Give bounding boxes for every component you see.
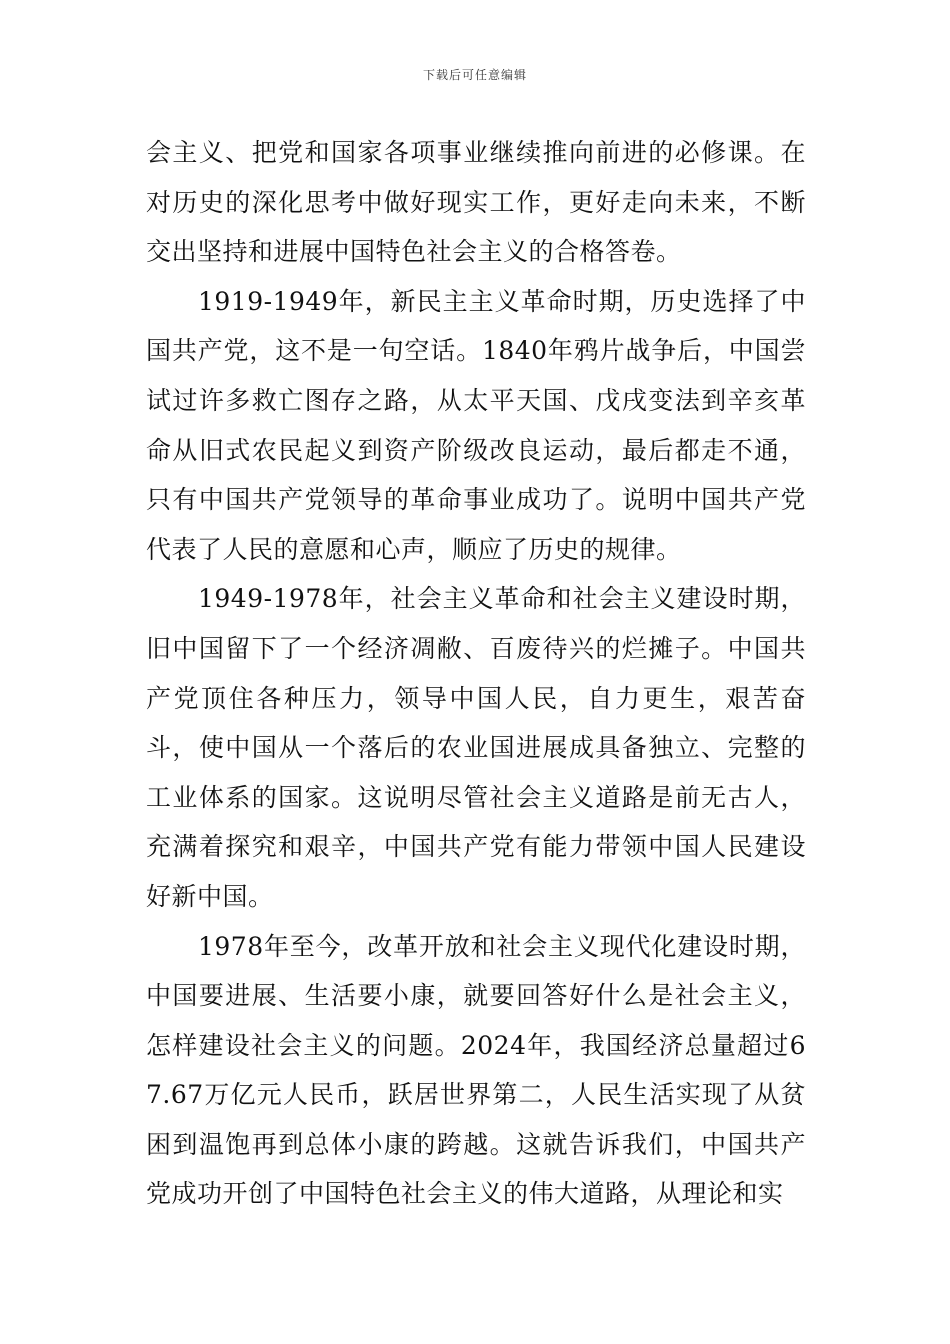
document-body	[146, 128, 806, 1219]
page-header-note: 下载后可任意编辑	[422, 68, 527, 82]
paragraph-4: 1978年至今，改革开放和社会主义现代化建设时期，中国要进展、生活要小康，就要回答好什么是社会主义，怎样建设社会主义的问题。2024年，我国经济总量超过67.67万亿元人民币，跃居世界第二，人民生活实现了从贫困到温饱再到总体小康的跨越。这就告诉我们，中国共产党成功开创了中国特色社会主义的伟大道路，从理论和实	[146, 931, 806, 1209]
paragraph-2: 1919-1949年，新民主主义革命时期，历史选择了中国共产党，这不是一句空话。1840年鸦片战争后，中国尝试过许多救亡图存之路，从太平天国、戊戌变法到辛亥革命从旧式农民起义到资产阶级改良运动，最后都走不通，只有中国共产党领导的革命事业成功了。说明中国共产党代表了人民的意愿和心声，顺应了历史的规律。	[146, 286, 806, 564]
paragraph-3: 1949-1978年，社会主义革命和社会主义建设时期，旧中国留下了一个经济凋敝、百废待兴的烂摊子。中国共产党顶住各种压力，领导中国人民，自力更生，艰苦奋斗，使中国从一个落后的农业国进展成具备独立、完整的工业体系的国家。这说明尽管社会主义道路是前无古人，充满着探究和艰辛，中国共产党有能力带领中国人民建设好新中国。	[146, 584, 806, 911]
paragraph-1: 会主义、把党和国家各项事业继续推向前进的必修课。在对历史的深化思考中做好现实工作，更好走向未来，不断交出坚持和进展中国特色社会主义的合格答卷。	[146, 138, 806, 267]
